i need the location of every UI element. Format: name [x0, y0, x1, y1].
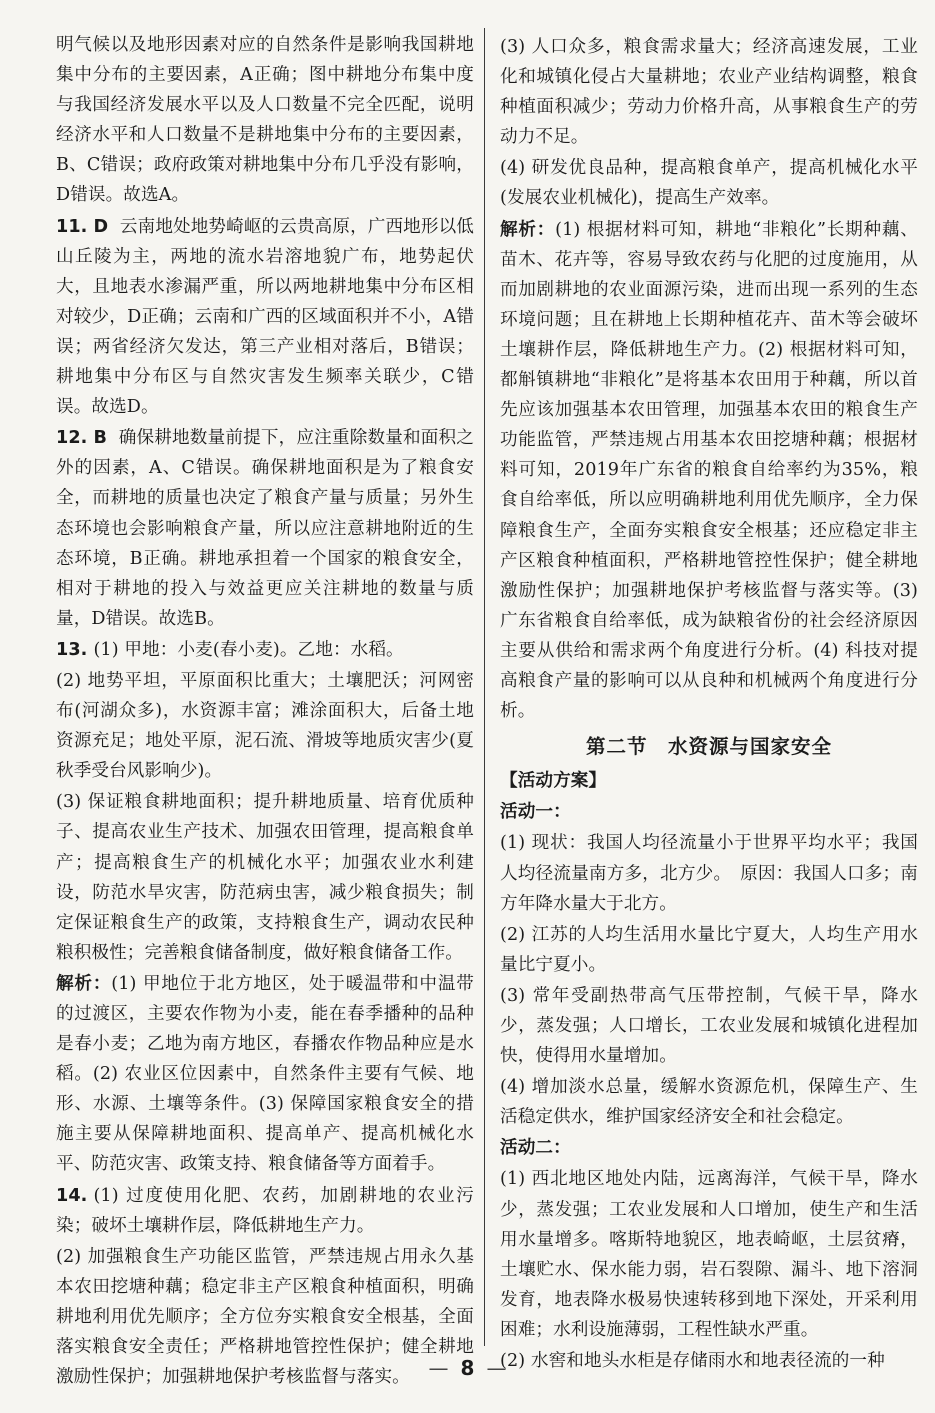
- q14-answer-3: (3) 人口众多，粮食需求量大；经济高速发展，工业化和城镇化侵占大量耕地；农业产业结构调整，粮食种植面积减少；劳动力价格升高，从事粮食生产的劳动力不足。: [500, 37, 918, 148]
- q13-number: 13.: [56, 639, 88, 660]
- q12-answer: B: [93, 428, 107, 449]
- activity-2-answer-2: (2) 水窖和地头水柜是存储雨水和地表径流的一种: [500, 1351, 885, 1372]
- question-12: [56, 423, 474, 634]
- activity-2-answer-1: (1) 西北地区地处内陆，远离海洋，气候干旱，降水少，蒸发强；工农业发展和人口增加，使生产和生活用水量增多。喀斯特地貌区，地表崎岖，土层贫瘠，土壤贮水、保水能力弱，岩石裂隙、漏斗、地下溶洞发育，地表降水极易快速转移到地下深处，开采利用困难；水利设施薄弱，工程性缺水严重。: [500, 1169, 918, 1340]
- question-14-part-1: [56, 1181, 474, 1241]
- intro-paragraph: 明气候以及地形因素对应的自然条件是影响我国耕地集中分布的主要因素，A正确；图中耕地分布集中度与我国经济发展水平以及人口数量不完全匹配，说明经济水平和人口数量不是耕地集中分布的主要因素，B、C错误；政府政策对耕地集中分布几乎没有影响，D错误。故选A。: [56, 35, 474, 206]
- q14-number: 14.: [56, 1185, 88, 1206]
- q11-answer: D: [93, 216, 109, 237]
- activity-plan-heading: 【活动方案】: [500, 770, 607, 792]
- q11-number: 11.: [56, 216, 88, 237]
- q12-number: 12.: [56, 428, 88, 449]
- activity-1-heading: 活动一：: [500, 801, 571, 823]
- q13-analysis: [56, 969, 474, 1180]
- section-title: 第二节 水资源与国家安全: [585, 735, 832, 759]
- q13-answer-2: (2) 地势平坦，平原面积比重大；土壤肥沃；河网密布(河湖众多)，水资源丰富；滩涂面积大，后备土地资源充足；地处平原，泥石流、滑坡等地质灾害少(夏秋季受台风影响少)。: [56, 670, 474, 782]
- column-divider: [484, 28, 485, 1346]
- q14-answer-4: (4) 研发优良品种，提高粮食单产，提高机械化水平(发展农业机械化)，提高生产效率。: [500, 158, 918, 209]
- q14-analysis-text: (1) 根据材料可知，耕地“非粮化”长期种藕、苗木、花卉等，容易导致农药与化肥的过度施用，从而加剧耕地的农业面源污染，进而出现一系列的生态环境问题；且在耕地上长期种植花卉、苗木等会破坏土壤耕作层，降低耕地生产力。(2) 根据材料可知，都斛镇耕地“非粮化”是将基本农田用于种藕，所以首先应该加强基本农田管理，加强基本农田的粮食生产功能监管，严禁违规占用基本农田挖塘种藕；根据材料可知，2019年广东省的粮食自给率约为35%，粮食自给率低，所以应明确耕地利用优先顺序，全力保障粮食生产，全面夯实粮食安全根基；还应稳定非主产区粮食种植面积，严格耕地管控性保护；健全耕地激励性保护；加强耕地保护考核监督与落实等。(3) 广东省粮食自给率低，成为缺粮省份的社会经济原因主要从供给和需求两个角度进行分析。(4) 科技对提高粮食产量的影响可以从良种和机械两个角度进行分析。: [500, 219, 918, 722]
- page-footer: [0, 1356, 935, 1380]
- activity-1-answer-4: (4) 增加淡水总量，缓解水资源危机，保障生产、生活稳定供水，维护国家经济安全和社会稳定。: [500, 1077, 918, 1128]
- q13-answer-1: (1) 甲地：小麦(春小麦)。乙地：水稻。: [93, 639, 404, 660]
- footer-dash-left: —: [428, 1356, 449, 1380]
- activity-1-answer-1: (1) 现状：我国人均径流量小于世界平均水平；我国人均径流量南方多，北方少。 原因：我国人口多；南方年降水量大于北方。: [500, 833, 918, 914]
- q13-analysis-text: (1) 甲地位于北方地区，处于暖温带和中温带的过渡区，主要农作物为小麦，能在春季播种的品种是春小麦；乙地为南方地区，春播农作物品种应是水稻。(2) 农业区位因素中，自然条件主要有气候、地形、水源、土壤等条件。(3) 保障国家粮食安全的措施主要从保障耕地面积、提高单产、提高机械化水平、防范灾害、政策支持、粮食储备等方面着手。: [56, 973, 474, 1175]
- activity-1-answer-2: (2) 江苏的人均生活用水量比宁夏大，人均生产用水量比宁夏小。: [500, 924, 918, 975]
- left-column: [56, 30, 474, 1393]
- q14-analysis: [500, 215, 918, 727]
- activity-2-heading: 活动二：: [500, 1137, 571, 1159]
- q14-answer-2: (2) 加强粮食生产功能区监管，严禁违规占用永久基本农田挖塘种藕；稳定非主产区粮食种植面积，明确耕地利用优先顺序；全方位夯实粮食安全根基，全面落实粮食安全责任；严格耕地管控性保护；健全耕地激励性保护；加强耕地保护考核监督与落实。: [56, 1246, 474, 1388]
- q11-text: 云南地处地势崎岖的云贵高原，广西地形以低山丘陵为主，两地的流水岩溶地貌广布，地势起伏大，且地表水渗漏严重，所以两地耕地集中分布区相对较少，D正确；云南和广西的区域面积并不小，A错误；两省经济欠发达，第三产业相对落后，B错误；耕地集中分布区与自然灾害发生频率关联少，C错误。故选D。: [56, 216, 474, 418]
- q13-analysis-label: 解析：: [56, 972, 112, 994]
- q12-text: 确保耕地数量前提下，应注重除数量和面积之外的因素，A、C错误。确保耕地面积是为了粮食安全，而耕地的质量也决定了粮食产量与质量；另外生态环境也会影响粮食产量，所以应注意耕地附近的生态环境，B正确。耕地承担着一个国家的粮食安全，相对于耕地的投入与效益更应关注耕地的数量与质量，D错误。故选B。: [56, 428, 474, 629]
- q14-answer-1: (1) 过度使用化肥、农药，加剧耕地的农业污染；破坏土壤耕作层，降低耕地生产力。: [56, 1185, 474, 1236]
- q14-analysis-label: 解析：: [500, 218, 556, 240]
- question-11: [56, 212, 474, 423]
- right-column: [500, 32, 918, 1377]
- footer-dash-right: —: [486, 1356, 507, 1380]
- page-number: 8: [460, 1356, 475, 1380]
- q13-answer-3: (3) 保证粮食耕地面积；提升耕地质量、培育优质种子、提高农业生产技术、加强农田管理，提高粮食单产；提高粮食生产的机械化水平；加强农业水利建设，防范水旱灾害，防范病虫害，减少粮食损失；制定保证粮食生产的政策，支持粮食生产，调动农民种粮积极性；完善粮食储备制度，做好粮食储备工作。: [56, 792, 474, 963]
- question-13-part-1: [56, 635, 474, 665]
- activity-1-answer-3: (3) 常年受副热带高气压带控制，气候干旱，降水少，蒸发强；人口增长，工农业发展和城镇化进程加快，使得用水量增加。: [500, 985, 918, 1067]
